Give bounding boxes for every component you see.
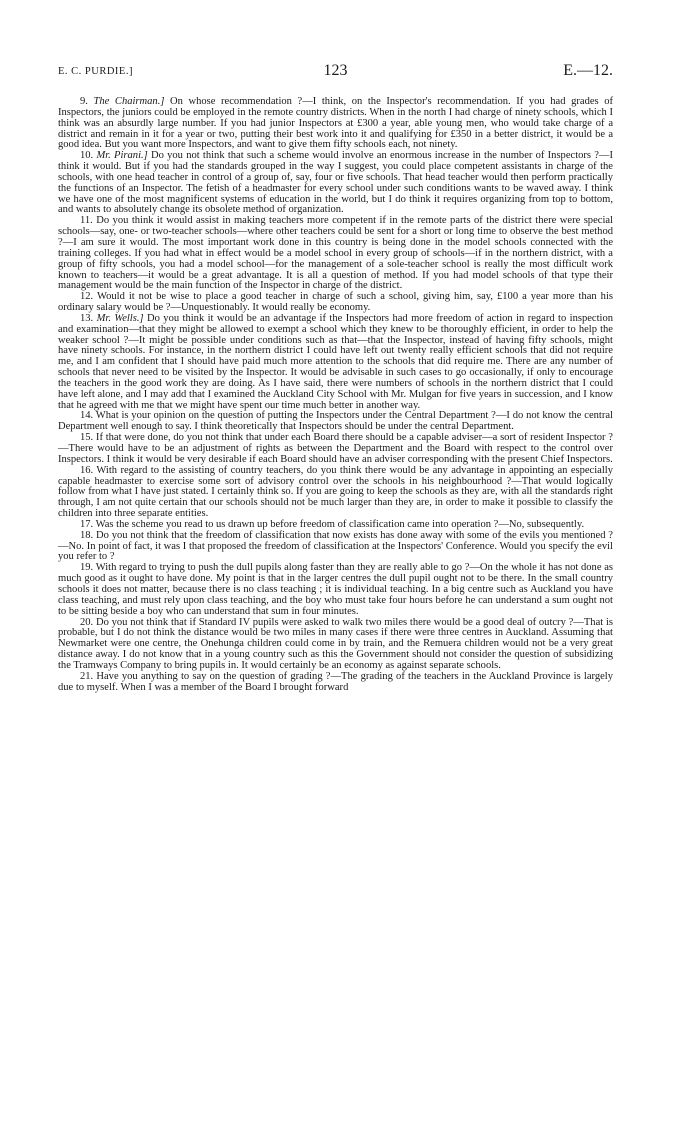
paragraph [58, 466, 613, 520]
paragraph [58, 314, 613, 412]
paragraph-text: Do you not think that such a scheme would involve an enormous increase in the number of Inspectors ?—I think it would. But if you had the standards grouped in the way I suggest, you could place competent assistants in charge of the schools, with one head teacher in control of a group of, say, four or five schools. That head teacher would then perform practically the functions of an Inspector. The fetish of a headmaster for every school under such conditions wants to be waved away. I think we have one of the most magnificent systems of education in the world, but I do think it requires organizing from top to bottom, and wants to absolutely change its obsolete method of organization. [58, 150, 613, 216]
paragraph [58, 411, 613, 433]
paragraph-text: On whose recommendation ?—I think, on the Inspector's recommendation. If you had grades of Inspectors, the juniors could be employed in the remote country districts. When in the north I had charge of ninety schools, which I think was an absurdly large number. If you had junior Inspectors at £300 a year, able young men, who would take charge of a district and remain in it for a year or two, putting their best work into it and qualifying for £350 in a better district, it would be a good idea. But you want more Inspectors, and want to give them fifty schools each, not ninety. [58, 96, 613, 151]
paragraph [58, 433, 613, 466]
paragraph-text: With regard to trying to push the dull pupils along faster than they are really able to go ?—On the whole it has not done as much good as it ought to have done. My point is that in the larger centres the dull pupil ought not to be there. In the small country schools it does not matter, because there is no class teaching ; it is individual teaching. In a big centre such as Auckland you have class teaching, and must rely upon class teaching, and the boy who must take four hours before he can understand a sum ought not to be sitting beside a boy who can understand that sum in four minutes. [58, 562, 613, 617]
paragraph-text: Have you anything to say on the question of grading ?—The grading of the teachers in the Auckland Province is largely due to myself. When I was a member of the Board I brought forward [58, 670, 613, 693]
paragraph-text: Was the scheme you read to us drawn up before freedom of classification came into operation ?—No, subsequently. [93, 518, 585, 530]
paragraph-text: If that were done, do you not think that under each Board there should be a capable adviser—a sort of resident Inspector ?—There would have to be an adjustment of rights as between the Department and the Board with respect to the control over Inspectors. I think it would be very desirable if each Board should have an adviser corresponding with the present Chief Inspectors. [58, 432, 613, 465]
paragraph [58, 292, 613, 314]
paragraph [58, 672, 613, 694]
paragraph-text: With regard to the assisting of country teachers, do you think there would be any advantage in appointing an especially capable headmaster to exercise some sort of advisory control over the schools in his neighbourhood ?—That would logically follow from what I have just stated. I certainly think so. If you are going to keep the schools as they are, with all the standards right through, I am not quite certain that our schools should not be much larger than they are, in order to make it possible to classify the children into three separate entities. [58, 464, 613, 520]
page-header [58, 62, 613, 82]
paragraph [58, 97, 613, 151]
paragraph [58, 618, 613, 672]
speaker: Mr. Wells.] [96, 312, 144, 324]
paragraph-number: 11. [80, 215, 93, 227]
paragraph [58, 151, 613, 216]
paragraph-number: 13. [80, 312, 94, 324]
paragraph-text: What is your opinion on the question of putting the Inspectors under the Central Department ?—I do not know the central Department well enough to say. I think theoretically that Inspectors should be under the central Department. [58, 410, 613, 433]
paragraph-number: 19. [80, 562, 94, 574]
paragraph-text: Do you not think that the freedom of classification that now exists has done away with some of the evils you mentioned ?—No. In point of fact, it was I that proposed the freedom of classification at the Inspectors' Conference. Would you specify the evil you refer to ? [58, 529, 613, 563]
witness-name: E. C. PURDIE.] [58, 66, 133, 77]
paragraph-text: Do you think it would be an advantage if the Inspectors had more freedom of action in regard to inspection and examination—that they might be allowed to exempt a school which they knew to be thoroughly efficient, in order to help the weaker school ?—It might be possible under conditions such as that—that the Inspector, instead of having fifty schools, might have ninety schools. For instance, in the northern district I could have left out twenty really efficient schools that did not require me, and I am confident that I should have paid much more attention to the schools that did require me. There are any number of schools that never need to be visited by the Inspector. It would be advisable in such cases to go occasionally, if only to encourage the teachers in the good work they are doing. As I have said, there were numbers of schools in the northern district that I could have left alone, and I may add that I examined the Auckland City School with Mr. Mulgan for five years in succession, and I know that he agreed with me that we might have spent our time much better in another way. [58, 312, 614, 411]
paragraph-text: Do you think it would assist in making teachers more competent if in the remote parts of the district there were special schools—say, one- or two-teacher schools—where other teachers could be sent for a short or long time to observe the best method ?—I am sure it would. The most important work done in this country is being done in the model schools connected with the training colleges. If you had what in effect would be a model school in every group of schools—if in the northern district, with a group of fifty schools, you had a model school—for the management of a sole-teacher school is really the most difficult work known to teachers—it would be a great advantage. It is all a question of method. If you had model schools of that type their management would be the main function of the Inspector in charge of the district. [58, 215, 613, 292]
paragraph-number: 21. [80, 670, 94, 682]
paragraph-number: 16. [80, 464, 94, 476]
paragraph-number: 17. [80, 518, 94, 530]
speaker: The Chairman.] [93, 96, 165, 107]
paragraph-number: 18. [80, 529, 94, 541]
paragraph-number: 14. [80, 410, 94, 422]
paragraph-number: 15. [80, 432, 94, 444]
speaker: Mr. Pirani.] [96, 150, 148, 162]
paragraph-text: Do you not think that if Standard IV pupils were asked to walk two miles there would be a good deal of outcry ?—That is probable, but I do not think the distance would be two miles in many cases if there were three centres in Auckland. Assuming that Newmarket were one centre, the Onehunga children could come in by train, and the Remuera children would not be a very great distance away. I do not know that in a young country such as this the Government should not consider the question of subsidizing the Tramways Company to bring pupils in. It would certainly be an economy as against separate schools. [58, 616, 613, 671]
paragraph [58, 563, 613, 617]
body-text [58, 97, 613, 693]
paragraph [58, 216, 613, 292]
page-number: 123 [323, 62, 348, 79]
paragraph-number: 20. [80, 616, 94, 628]
paragraph-number: 12. [80, 291, 94, 303]
paragraph-text: Would it not be wise to place a good teacher in charge of such a school, giving him, say, £100 a year more than his ordinary salary would be ?—Unquestionably. It would really be economy. [58, 291, 613, 314]
paragraph-number: 9. [80, 96, 88, 107]
paragraph-number: 10. [80, 150, 94, 162]
report-reference: E.—12. [563, 62, 613, 79]
paragraph [58, 531, 613, 564]
